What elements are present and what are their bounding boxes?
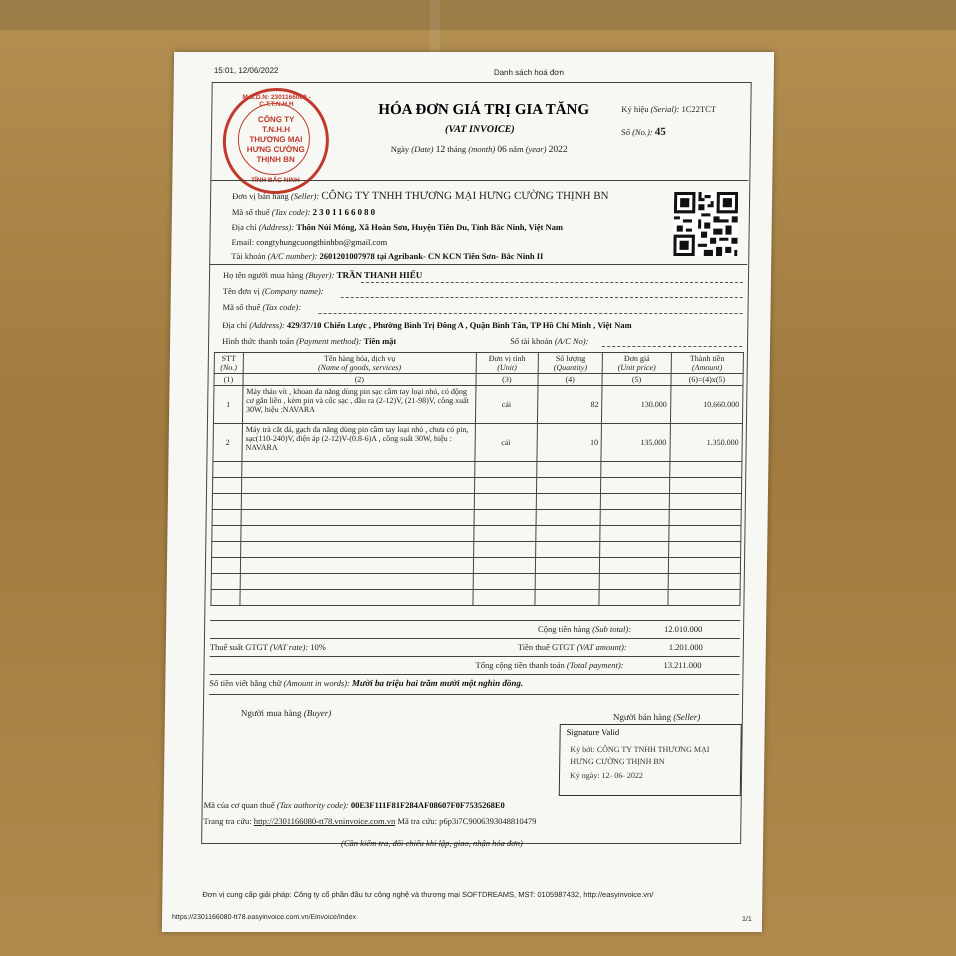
stamp-ring-top: M.S.D.N: 2301166080 - C.T.T.N.H.H bbox=[242, 94, 311, 108]
divider bbox=[209, 264, 747, 265]
header-no: STT (No.) bbox=[214, 353, 243, 374]
seller-account-row: Tài khoản (A/C number): 2601201007978 tại Agribank- CN KCN Tiên Sơn- Bắc Ninh II bbox=[231, 251, 544, 261]
table-row-empty bbox=[212, 494, 741, 510]
tax-authority-row: Mã của cơ quan thuế (Tax authority code): 00E3F111F81F284AF08607F0F7535268E0 bbox=[203, 800, 505, 810]
header-name: Tên hàng hóa, dịch vụ (Name of goods, services) bbox=[243, 353, 476, 374]
table-row-empty bbox=[212, 478, 741, 494]
vat-rate-row: Thuế suất GTGT (VAT rate): 10% bbox=[209, 642, 326, 652]
divider bbox=[210, 180, 748, 181]
items-table bbox=[210, 352, 744, 606]
table-row-empty bbox=[211, 558, 740, 574]
total-label: Tổng cộng tiền thanh toán (Total payment): bbox=[475, 660, 624, 670]
buyer-company-row: Tên đơn vị (Company name): bbox=[222, 286, 324, 296]
invoice-number: Số (No.): 45 bbox=[620, 126, 666, 138]
vat-amount-label: Tiền thuế GTGT (VAT amount): bbox=[517, 642, 627, 652]
seller-address-row: Địa chỉ (Address): Thôn Núi Móng, Xã Hoàn Sơn, Huyện Tiên Du, Tỉnh Bắc Ninh, Việt Nam bbox=[231, 222, 564, 232]
invoice-title: HÓA ĐƠN GIÁ TRỊ GIA TĂNG bbox=[378, 102, 590, 118]
invoice-subtitle: (VAT INVOICE) bbox=[444, 124, 515, 135]
company-stamp: M.S.D.N: 2301166080 - C.T.T.N.H.H CÔNG TY T.N.H.H THƯƠNG MẠI HƯNG CƯỜNG THỊNH BN TỈNH BẮC NINH bbox=[222, 88, 329, 194]
table-row-empty bbox=[213, 462, 742, 478]
vat-amount-value: 1.201.000 bbox=[668, 642, 703, 652]
cardboard-seam bbox=[430, 0, 440, 60]
print-url: https://2301166080-tt78.easyinvoice.com.vn/Einvoice/Index bbox=[172, 914, 357, 921]
stamp-ring-bottom: TỈNH BẮC NINH bbox=[250, 177, 300, 184]
provider-line: Đơn vị cung cấp giải pháp: Công ty cổ phần đầu tư công nghệ và thương mại SOFTDREAMS, MST: 0105987432, http://easyinvoice.vn/ bbox=[202, 890, 654, 899]
subtotal-value: 12.010.000 bbox=[664, 624, 703, 634]
buyer-sign-label: Người mua hàng (Buyer) bbox=[240, 708, 332, 718]
buyer-payment-row: Hình thức thanh toán (Payment method): Tiền mặt bbox=[222, 336, 397, 346]
header-unit: Đơn vị tính (Unit) bbox=[476, 353, 539, 374]
print-timestamp: 15:01, 12/06/2022 bbox=[213, 66, 279, 75]
seller-tax-row: Mã số thuế (Tax code): 2301166080 bbox=[231, 207, 378, 217]
buyer-address-row: Địa chỉ (Address): 429/37/10 Chiến Lược , Phường Bình Trị Đông A , Quận Bình Tân, TP Hồ Chí Minh , Việt Nam bbox=[222, 320, 632, 330]
invoice-serial: Ký hiệu (Serial): 1C22TCT bbox=[621, 104, 717, 114]
table-colnum-row: (1) (2) (3) (4) (5) (6)=(4)x(5) bbox=[214, 374, 743, 386]
invoice-paper bbox=[162, 52, 774, 932]
buyer-tax-row: Mã số thuế (Tax code): bbox=[222, 302, 302, 312]
amount-in-words-row: Số tiền viết bằng chữ (Amount in words): Mười ba triệu hai trăm mười một nghìn đồng. bbox=[209, 678, 524, 688]
table-row: 1 Máy thảo vít , khoan đa năng dùng pin sạc cầm tay loại nhỏ, cỏ động cơ gắn liền , kèm pin và cốc sạc , đầu ra (2-12)V, (21-98)V, công xuất 30W, hiệu :NAVARA cái 82 130.000 10.660.000 bbox=[213, 386, 743, 424]
table-row-empty bbox=[212, 542, 741, 558]
buyer-name-row: Họ tên người mua hàng (Buyer): TRẦN THANH HIẾU bbox=[222, 270, 423, 280]
digital-signature-box: Signature Valid Ký bởi: CÔNG TY TNHH THƯƠNG MẠI HƯNG CƯỜNG THỊNH BN Ký ngày: 12- 06- 2022 bbox=[559, 724, 742, 796]
table-row-empty bbox=[212, 510, 741, 526]
lookup-link[interactable]: http://2301166080-tt78.vninvoice.com.vn bbox=[253, 816, 396, 826]
table-row-empty bbox=[211, 574, 740, 590]
qr-code bbox=[673, 192, 738, 256]
seller-name-row: Đơn vị bán hàng (Seller): CÔNG TY TNHH THƯƠNG MẠI HƯNG CƯỜNG THỊNH BN bbox=[232, 190, 609, 202]
table-row-empty bbox=[212, 526, 741, 542]
header-qty: Số lượng (Quantity) bbox=[538, 353, 603, 374]
total-value: 13.211.000 bbox=[663, 660, 702, 670]
table-row: 2 Máy trà cắt đá, gạch đa năng dùng pin cầm tay loại nhỏ , chưa có pin, sạc(110-240)V, điện áp (2-12)V-(0.8-6)A , công suất 30W, hiệu : NAVARA cái 10 135.000 1.350.000 bbox=[213, 424, 743, 462]
seller-sign-label: Người bán hàng (Seller) bbox=[612, 712, 701, 722]
buyer-account-row: Số tài khoản (A/C No): bbox=[510, 336, 589, 346]
header-amount: Thành tiền (Amount) bbox=[671, 353, 744, 374]
table-row-empty bbox=[211, 590, 740, 606]
header-price: Đơn giá (Unit price) bbox=[603, 353, 672, 374]
check-note: (Cần kiểm tra, đối chiếu khi lập, giao, nhận hóa đơn) bbox=[341, 838, 524, 848]
seller-email-row: Email: congtyhungcuongthinhbn@gmail.com bbox=[231, 237, 388, 247]
signature-valid: Signature Valid bbox=[566, 727, 620, 737]
table-header-row bbox=[214, 353, 743, 374]
subtotal-label: Cộng tiền hàng (Sub total): bbox=[538, 624, 632, 634]
page-number: 1/1 bbox=[741, 916, 752, 923]
invoice-date: Ngày (Date) 12 tháng (month) 06 năm (year) 2022 bbox=[390, 144, 568, 155]
print-title: Danh sách hoá đơn bbox=[493, 68, 565, 77]
lookup-row: Trang tra cứu: http://2301166080-tt78.vninvoice.com.vn Mã tra cứu: p6p3i7C9006393048810479 bbox=[203, 816, 537, 826]
